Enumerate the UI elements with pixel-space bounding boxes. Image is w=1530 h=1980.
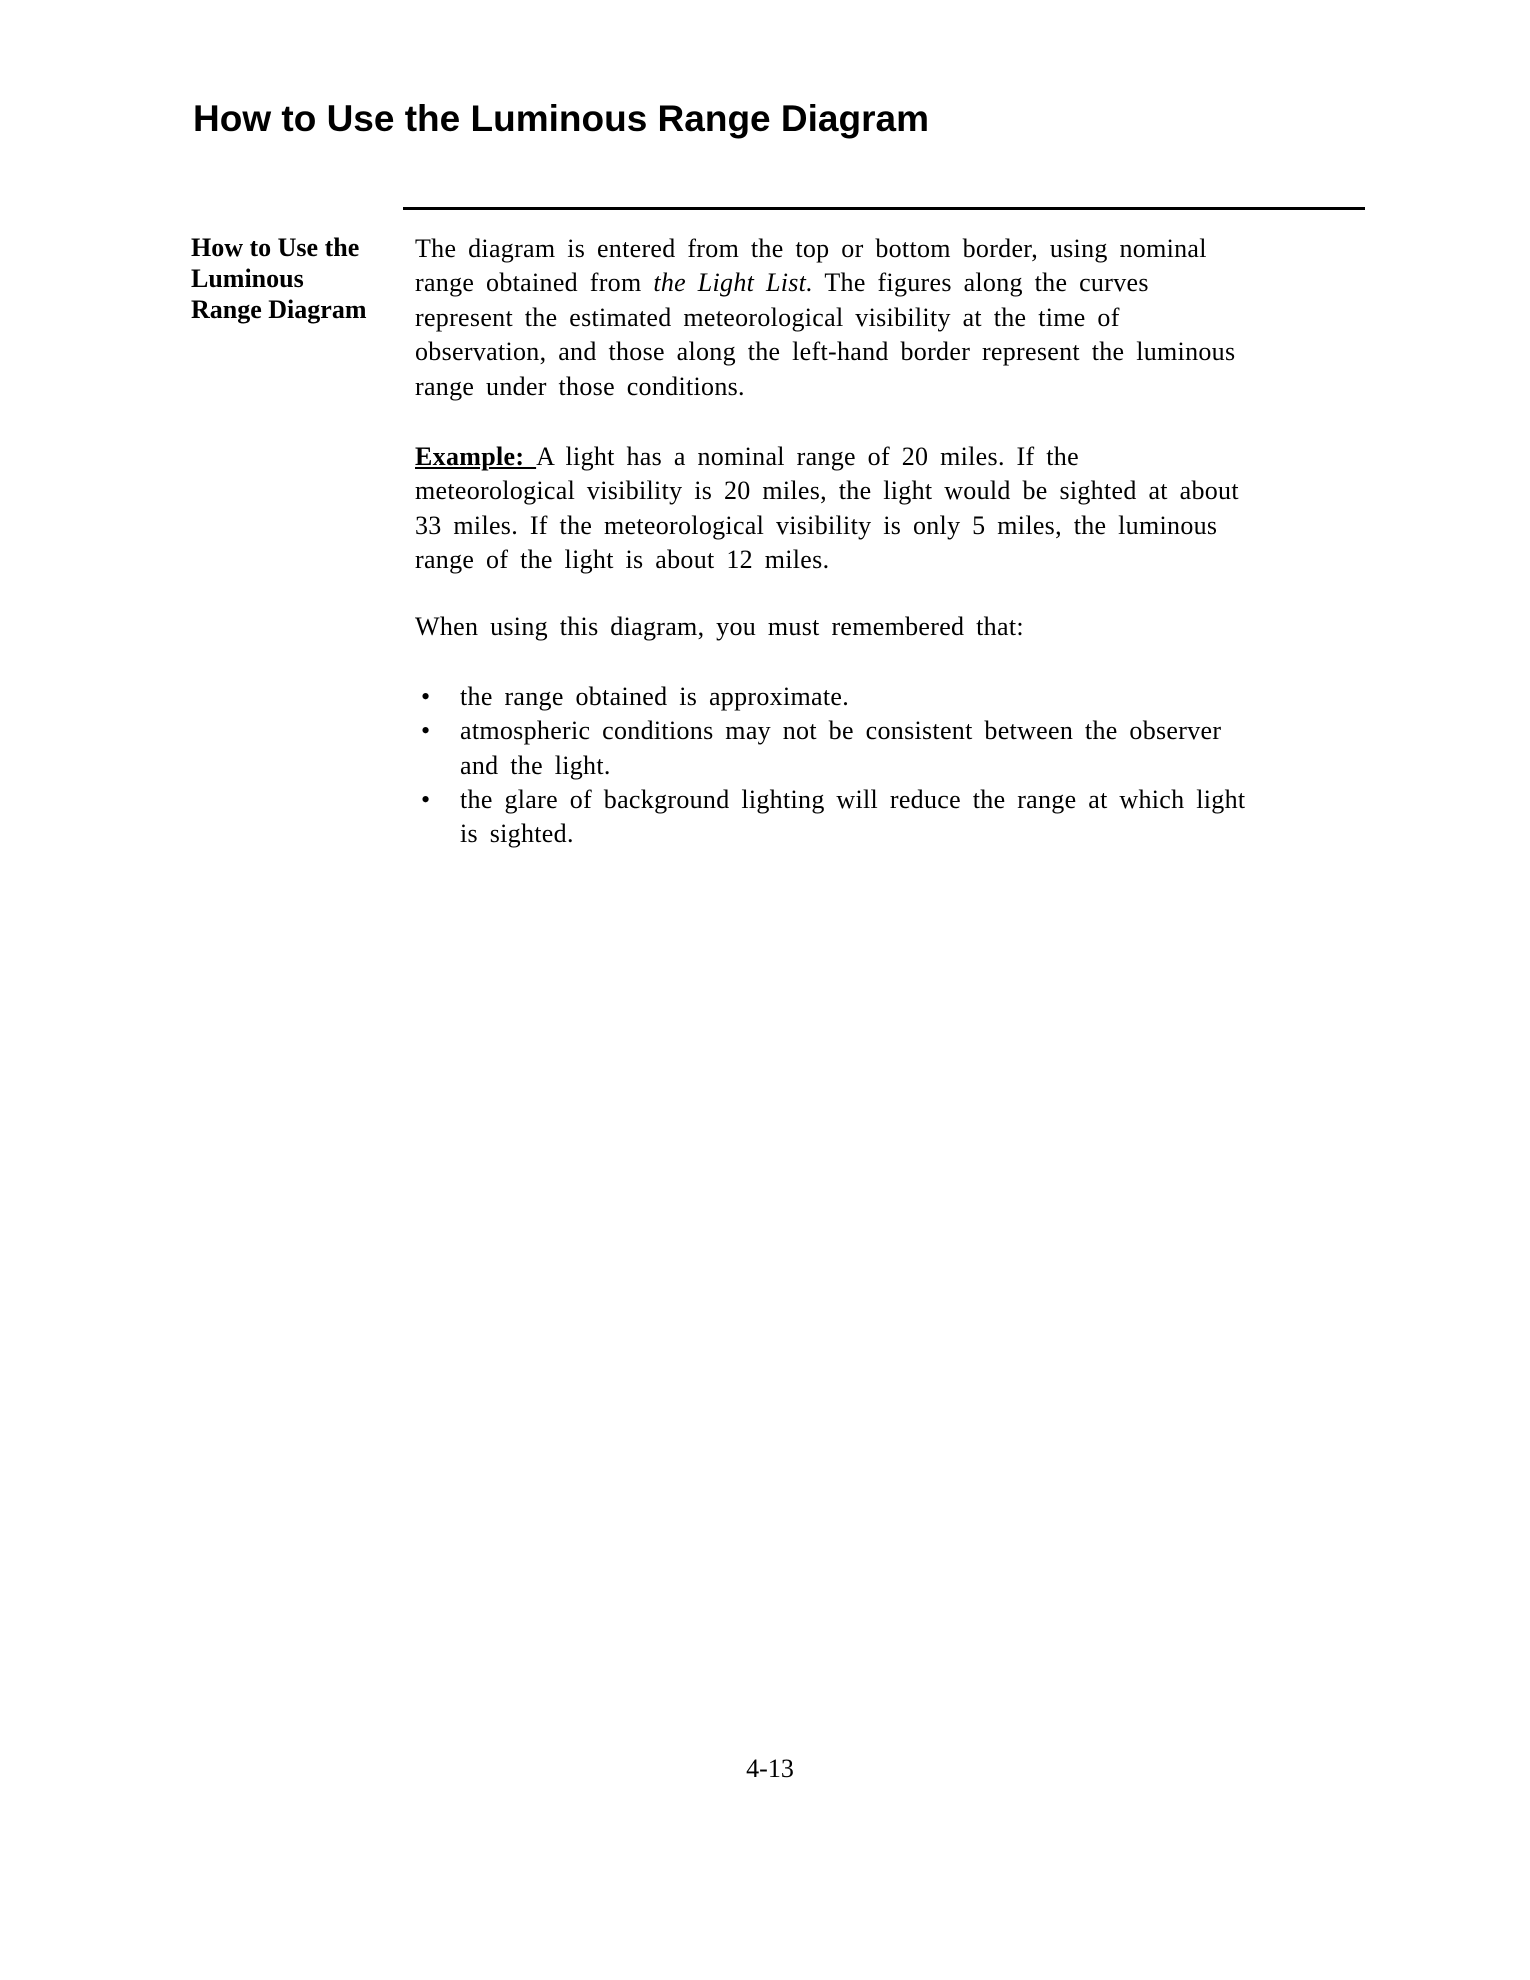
text-line: is sighted. bbox=[460, 819, 574, 849]
text-line: 33 miles. If the meteorological visibility is only 5 miles, the luminous bbox=[415, 510, 1218, 540]
light-list-reference: the Light List. bbox=[653, 268, 814, 298]
paragraph-intro bbox=[415, 232, 1365, 404]
text-line: the glare of background lighting will reduce the range at which light bbox=[460, 785, 1246, 814]
text-line: range under those conditions. bbox=[415, 371, 745, 401]
text-span: range obtained from bbox=[415, 268, 654, 298]
text-line bbox=[415, 266, 1365, 300]
bullet-list bbox=[415, 680, 1365, 890]
text-line: atmospheric conditions may not be consistent between the observer bbox=[460, 716, 1222, 746]
bullet-icon: • bbox=[421, 682, 431, 711]
sidebar-heading-line: Luminous bbox=[191, 264, 304, 293]
text-line: The diagram is entered from the top or bottom border, using nominal bbox=[415, 234, 1207, 263]
text-span: The figures along the curves bbox=[813, 268, 1149, 298]
text-line: When using this diagram, you must remembered that: bbox=[415, 612, 1024, 641]
section-divider bbox=[403, 207, 1365, 210]
page-number: 4-13 bbox=[746, 1754, 794, 1783]
bullet-icon: • bbox=[421, 785, 431, 814]
text-line: observation, and those along the left-hand border represent the luminous bbox=[415, 337, 1236, 367]
bullet-icon: • bbox=[421, 716, 431, 746]
paragraph-reminder bbox=[415, 610, 1365, 644]
sidebar-heading-line: Range Diagram bbox=[191, 295, 367, 324]
text-line: meteorological visibility is 20 miles, the light would be sighted at about bbox=[415, 476, 1239, 506]
text-line: range of the light is about 12 miles. bbox=[415, 545, 830, 575]
text-line: the range obtained is approximate. bbox=[460, 682, 850, 711]
example-label: Example: bbox=[415, 442, 537, 471]
text-line bbox=[415, 440, 1365, 474]
text-line: and the light. bbox=[460, 750, 611, 780]
paragraph-example bbox=[415, 440, 1365, 578]
page-title: How to Use the Luminous Range Diagram bbox=[193, 98, 929, 139]
text-span: A light has a nominal range of 20 miles. If the bbox=[536, 442, 1079, 471]
sidebar-heading bbox=[191, 232, 366, 325]
sidebar-heading-line: How to Use the bbox=[191, 233, 360, 262]
text-line: represent the estimated meteorological visibility at the time of bbox=[415, 302, 1120, 332]
